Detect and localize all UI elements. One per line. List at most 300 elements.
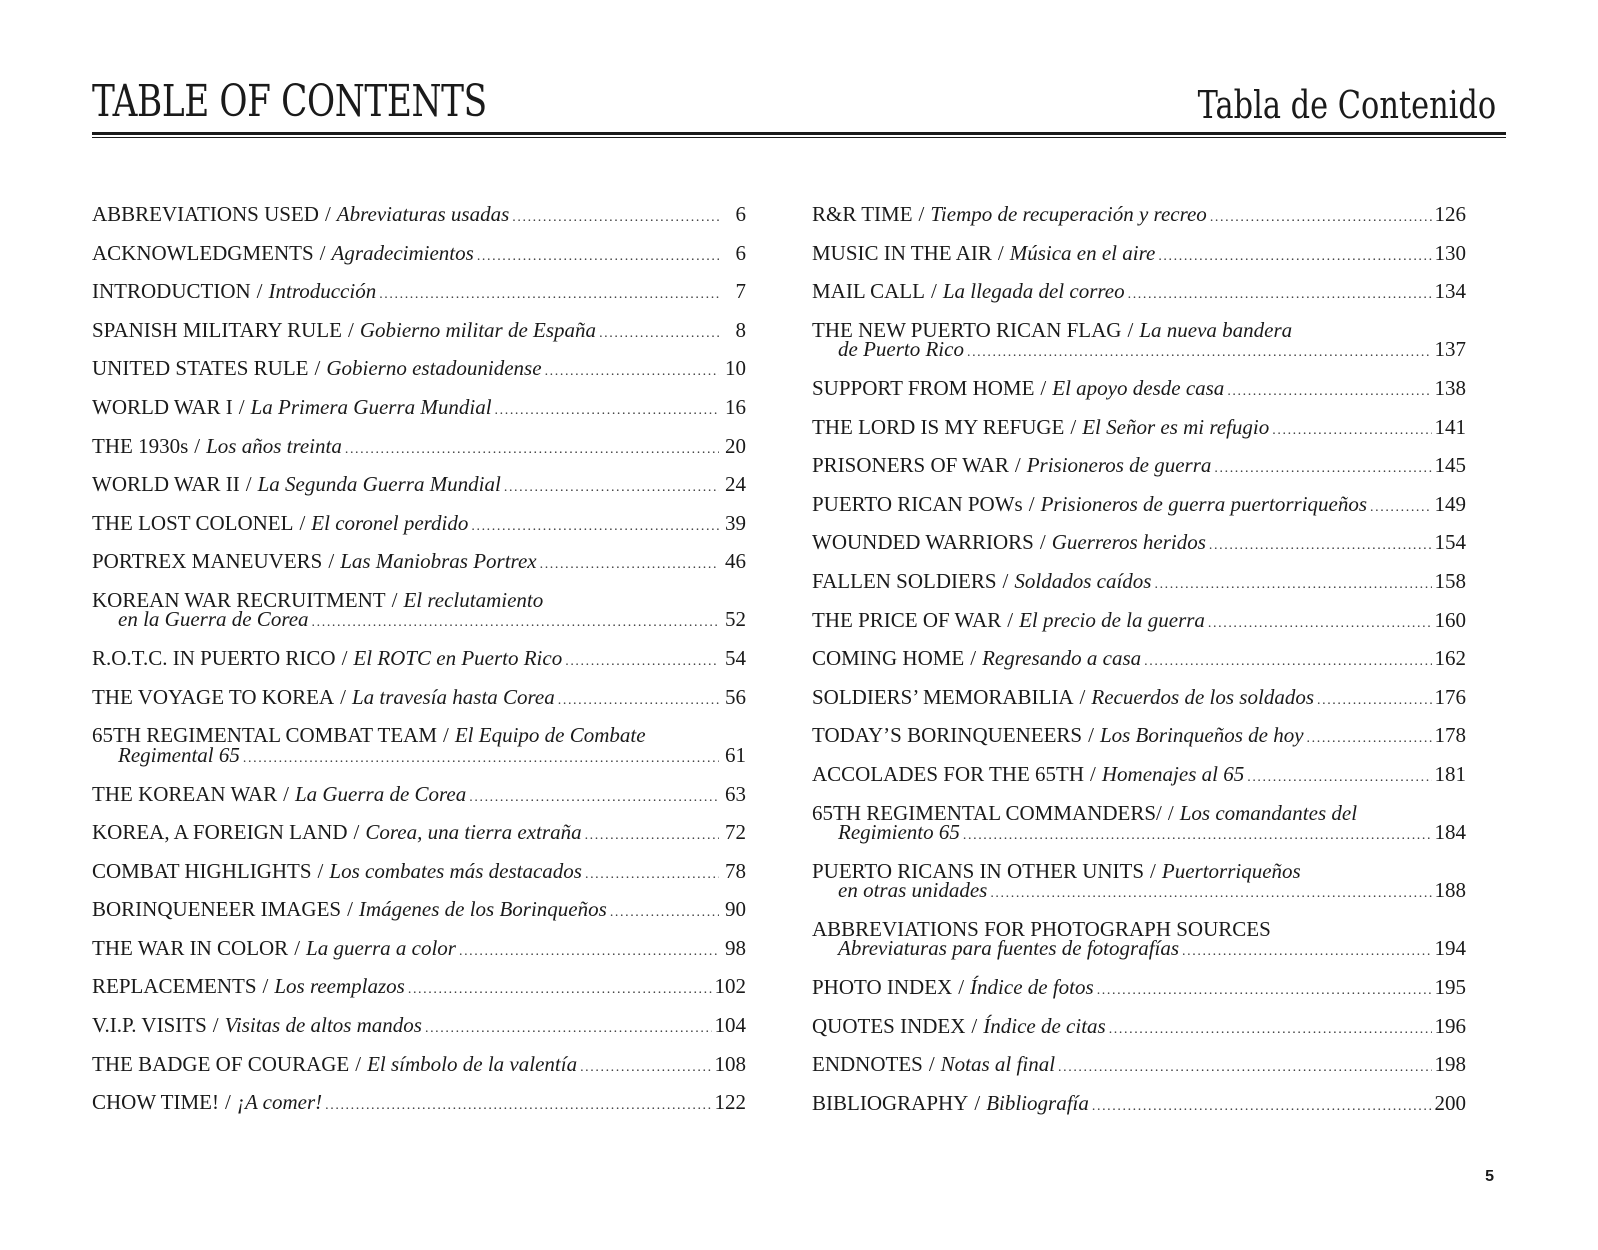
- toc-entry-separator: /: [283, 781, 289, 806]
- toc-entry-title-spanish: Índice de citas: [983, 1013, 1106, 1038]
- toc-entry-title-spanish: Notas al final: [940, 1052, 1056, 1077]
- toc-entry-page-number: 130: [1434, 240, 1466, 265]
- toc-entry-line: [92, 202, 746, 226]
- toc-entry-title-english: REPLACEMENTS: [92, 974, 257, 999]
- header-rule-thick: [92, 132, 1506, 135]
- toc-entry-title-english: 65TH REGIMENTAL COMMANDERS/: [812, 800, 1162, 825]
- toc-leader-dots: [1210, 208, 1432, 228]
- toc-entry-separator: /: [974, 1090, 981, 1115]
- toc-leader-dots: [1370, 498, 1431, 518]
- toc-leader-dots: [504, 478, 719, 498]
- toc-entry-line: [812, 723, 1466, 748]
- toc-entry-title-spanish: Las Maniobras Portrex: [340, 549, 537, 574]
- toc-entry-page-number: 54: [725, 646, 746, 671]
- toc-entry: [92, 549, 746, 591]
- toc-leader-dots: [1307, 729, 1432, 749]
- toc-leader-dots: [325, 1096, 711, 1116]
- toc-entry-page-number: 145: [1434, 453, 1466, 478]
- toc-entry: [92, 897, 746, 939]
- toc-entry-title-spanish: Corea, una tierra extraña: [365, 820, 582, 845]
- toc-entry-page-number: 61: [725, 742, 746, 767]
- toc-entry-title-spanish: Introducción: [268, 279, 377, 304]
- toc-entry-title-english: R&R TIME: [812, 202, 913, 226]
- toc-leader-dots: [243, 749, 719, 769]
- toc-leader-dots: [990, 884, 1431, 904]
- toc-entry-page-number: 63: [725, 781, 746, 806]
- toc-leader-dots: [545, 362, 719, 382]
- toc-entry-line-continued: [812, 337, 1466, 362]
- toc-entry-line: [812, 375, 1466, 400]
- toc-entry: [812, 530, 1466, 572]
- toc-entry-separator: /: [262, 974, 269, 999]
- toc-leader-dots: [1209, 536, 1432, 556]
- toc-entry-line: [92, 781, 746, 806]
- toc-entry-separator: /: [1079, 684, 1086, 709]
- toc-entry-page-number: 56: [725, 684, 746, 709]
- toc-entry-line: [812, 684, 1466, 709]
- toc-entry-line: [812, 761, 1466, 786]
- toc-entry-title-english: THE VOYAGE TO KOREA: [92, 684, 335, 709]
- toc-leader-dots: [1272, 421, 1431, 441]
- toc-entry-line: [92, 935, 746, 960]
- toc-leader-dots: [408, 980, 712, 1000]
- toc-entry-line: [92, 1013, 746, 1038]
- toc-entry-title-spanish: Los combates más destacados: [329, 858, 582, 883]
- toc-entry: [92, 240, 746, 283]
- toc-entry-page-number: 72: [725, 820, 746, 845]
- toc-entry-title-english: V.I.P. VISITS: [92, 1013, 207, 1038]
- toc-entry-title-english: WORLD WAR I: [92, 394, 233, 419]
- toc-entry: [92, 723, 746, 784]
- toc-entry-page-number: 20: [725, 433, 746, 458]
- toc-entry: [812, 607, 1466, 650]
- toc-entry-page-number: 198: [1434, 1052, 1466, 1077]
- toc-entry-line: [92, 240, 746, 265]
- toc-entry: [92, 202, 746, 244]
- toc-entry-line: [812, 568, 1466, 593]
- toc-entry-title-english: COMING HOME: [812, 646, 965, 671]
- toc-entry-line: [92, 510, 746, 535]
- toc-entry-title-spanish: Prisioneros de guerra puertorriqueños: [1040, 491, 1368, 516]
- toc-entry-separator: /: [324, 202, 331, 226]
- toc-entry-page-number: 138: [1434, 375, 1466, 400]
- toc-entry-line: [812, 453, 1466, 478]
- toc-entry-title-spanish-continued: en la Guerra de Corea: [118, 607, 309, 632]
- toc-entry-title-spanish: Visitas de altos mandos: [224, 1013, 422, 1038]
- toc-entry-title-spanish: El Equipo de Combate: [454, 723, 646, 748]
- toc-entry-title-spanish-continued: de Puerto Rico: [838, 337, 964, 362]
- toc-entry: [812, 317, 1466, 379]
- toc-entry-title-spanish-continued: Regimental 65: [118, 742, 240, 767]
- toc-entry-separator: /: [194, 433, 201, 458]
- toc-entry-page-number: 137: [1434, 337, 1466, 362]
- toc-entry-separator: /: [1127, 317, 1134, 342]
- toc-entry-page-number: 8: [735, 317, 746, 342]
- toc-leader-dots: [1317, 691, 1432, 711]
- toc-entry-separator: /: [256, 279, 263, 304]
- toc-entry-separator: /: [355, 1051, 362, 1076]
- toc-entry-separator: /: [443, 723, 449, 748]
- toc-entry-line: [812, 975, 1466, 1000]
- toc-entry: [812, 491, 1466, 534]
- toc-entry-title-english: 65TH REGIMENTAL COMBAT TEAM: [92, 723, 438, 748]
- toc-entry-line-continued: [812, 820, 1466, 844]
- toc-entry-title-english: THE LOST COLONEL: [92, 510, 294, 535]
- toc-entry-page-number: 10: [725, 356, 746, 381]
- toc-entry-title-english: MAIL CALL: [812, 279, 925, 304]
- toc-entry-line: [92, 317, 746, 342]
- toc-entry-page-number: 196: [1434, 1013, 1466, 1038]
- toc-leader-dots: [1154, 575, 1431, 595]
- toc-entry-separator: /: [1039, 530, 1046, 555]
- toc-entry-title-spanish: Los Borinqueños de hoy: [1099, 723, 1304, 748]
- toc-entry-title-english: THE NEW PUERTO RICAN FLAG: [812, 317, 1122, 342]
- toc-entry-title-spanish: Bibliografía: [986, 1090, 1089, 1115]
- page-title-spanish: Tabla de Contenido: [1197, 83, 1496, 127]
- toc-entry-title-english: BORINQUENEER IMAGES: [92, 897, 342, 922]
- toc-entry: [92, 1013, 746, 1055]
- toc-entry-separator: /: [294, 935, 301, 960]
- toc-leader-dots: [1227, 382, 1431, 402]
- toc-entry: [92, 394, 746, 437]
- toc-entry-title-spanish: El precio de la guerra: [1019, 607, 1205, 632]
- toc-entry-separator: /: [353, 820, 360, 845]
- toc-entry: [92, 858, 746, 901]
- toc-entry-line-continued: [812, 878, 1466, 903]
- toc-leader-dots: [1144, 652, 1431, 672]
- toc-entry-page-number: 188: [1434, 878, 1466, 903]
- toc-entry-page-number: 108: [714, 1051, 746, 1076]
- toc-entry-separator: /: [1150, 858, 1156, 883]
- toc-entry-line: [812, 414, 1466, 439]
- toc-entry-title-spanish: Puertorriqueños: [1161, 858, 1301, 883]
- toc-leader-dots: [1208, 614, 1432, 634]
- toc-entry: [812, 858, 1466, 920]
- toc-entry: [92, 646, 746, 688]
- toc-entry-line: [92, 820, 746, 845]
- toc-entry: [92, 356, 746, 398]
- toc-entry-separator: /: [997, 240, 1004, 265]
- toc-leader-dots: [1247, 768, 1431, 788]
- toc-entry-page-number: 46: [725, 549, 746, 574]
- toc-entry-title-spanish: Prisioneros de guerra: [1026, 453, 1212, 478]
- page-title-english: TABLE OF CONTENTS: [92, 76, 487, 127]
- toc-entry-line: [812, 1090, 1466, 1115]
- toc-entry-separator: /: [347, 897, 353, 922]
- toc-entry: [812, 684, 1466, 727]
- toc-entry-title-spanish: Índice de fotos: [970, 975, 1094, 1000]
- toc-entry: [812, 240, 1466, 283]
- toc-entry-title-english: KOREA, A FOREIGN LAND: [92, 820, 348, 845]
- toc-entry-line-continued: [92, 607, 746, 632]
- toc-entry-line: [92, 394, 746, 419]
- toc-entry: [812, 800, 1466, 862]
- toc-entry-line: [812, 491, 1466, 516]
- toc-entry-page-number: 162: [1434, 646, 1466, 671]
- toc-entry-page-number: 134: [1434, 279, 1466, 304]
- toc-entry-page-number: 149: [1434, 491, 1466, 516]
- toc-entry-line: [812, 1052, 1466, 1077]
- toc-entry-title-spanish: El reclutamiento: [403, 587, 544, 612]
- toc-entry-line: [812, 607, 1466, 632]
- toc-entry-page-number: 181: [1434, 761, 1466, 786]
- toc-entry-title-english: R.O.T.C. IN PUERTO RICO: [92, 646, 336, 671]
- toc-entry-separator: /: [971, 1013, 978, 1038]
- toc-entry: [812, 202, 1466, 244]
- toc-entry-title-english: PUERTO RICANS IN OTHER UNITS: [812, 858, 1145, 883]
- toc-entry-title-spanish: La guerra a color: [306, 935, 456, 960]
- toc-entry-title-english: PHOTO INDEX: [812, 975, 953, 1000]
- toc-leader-dots: [1092, 1097, 1432, 1117]
- toc-leader-dots: [610, 903, 719, 923]
- toc-leader-dots: [1097, 981, 1432, 1001]
- toc-column-right: [812, 202, 1466, 1132]
- toc-entry-title-spanish: Los reemplazos: [274, 974, 405, 999]
- toc-leader-dots: [599, 324, 719, 344]
- toc-entry-line: [812, 202, 1466, 226]
- toc-entry-title-english: PORTREX MANEUVERS: [92, 549, 323, 574]
- toc-entry-title-spanish: ¡A comer!: [236, 1090, 323, 1115]
- toc-entry-title-spanish: Tiempo de recuperación y recreo: [930, 202, 1207, 226]
- toc-entry: [812, 279, 1466, 321]
- toc-leader-dots: [963, 826, 1432, 846]
- toc-entry: [92, 974, 746, 1016]
- toc-entry: [92, 1051, 746, 1094]
- toc-entry-title-spanish: Homenajes al 65: [1101, 761, 1245, 786]
- toc-entry-line: [92, 858, 746, 883]
- toc-entry: [92, 510, 746, 553]
- toc-leader-dots: [1128, 285, 1432, 305]
- toc-entry-separator: /: [918, 202, 925, 226]
- toc-entry: [92, 935, 746, 978]
- toc-leader-dots: [469, 788, 719, 808]
- toc-leader-dots: [477, 247, 719, 267]
- toc-entry-separator: /: [1070, 414, 1077, 439]
- toc-entry-title-english: UNITED STATES RULE: [92, 356, 309, 381]
- toc-entry: [812, 1090, 1466, 1133]
- page-number: 5: [1485, 1168, 1494, 1185]
- toc-entry-title-spanish: Gobierno militar de España: [359, 317, 597, 342]
- toc-entry-title-english: PUERTO RICAN POWs: [812, 491, 1023, 516]
- toc-entry-page-number: 122: [714, 1090, 746, 1115]
- toc-entry-title-english: ABBREVIATIONS USED: [92, 202, 319, 226]
- toc-entry: [812, 375, 1466, 418]
- toc-entry: [92, 820, 746, 862]
- toc-entry-title-english: KOREAN WAR RECRUITMENT: [92, 587, 386, 612]
- toc-entry-title-spanish: El ROTC en Puerto Rico: [353, 646, 563, 671]
- toc-entry-title-english: ACKNOWLEDGMENTS: [92, 240, 314, 265]
- toc-entry-title-spanish: Gobierno estadounidense: [326, 356, 542, 381]
- toc-entry-title-spanish-continued: Regimiento 65: [838, 820, 960, 844]
- toc-leader-dots: [585, 865, 719, 885]
- toc-leader-dots: [565, 652, 719, 672]
- toc-entry-page-number: 184: [1434, 820, 1466, 844]
- toc-leader-dots: [495, 401, 719, 421]
- toc-leader-dots: [1058, 1058, 1431, 1078]
- toc-leader-dots: [540, 555, 719, 575]
- toc-entry: [812, 916, 1466, 978]
- toc-entry-title-english: TODAY’S BORINQUENEERS: [812, 723, 1083, 748]
- toc-entry-title-spanish: Música en el aire: [1009, 240, 1156, 265]
- toc-entry-title-spanish: El Señor es mi refugio: [1082, 414, 1270, 439]
- toc-entry-title-english: THE BADGE OF COURAGE: [92, 1051, 350, 1076]
- toc-entry: [92, 684, 746, 727]
- toc-leader-dots: [471, 517, 719, 537]
- toc-entry: [92, 472, 746, 514]
- toc-entry-title-english: THE KOREAN WAR: [92, 781, 278, 806]
- toc-entry-title-spanish: Agradecimientos: [331, 240, 474, 265]
- toc-entry-line: [92, 897, 746, 922]
- toc-entry-title-english: SUPPORT FROM HOME: [812, 375, 1035, 400]
- toc-entry-separator: /: [314, 356, 321, 381]
- toc-entry-line: [92, 974, 746, 999]
- toc-leader-dots: [558, 691, 719, 711]
- toc-entry-page-number: 126: [1434, 202, 1466, 226]
- toc-leader-dots: [585, 826, 719, 846]
- toc-leader-dots: [967, 343, 1432, 363]
- toc-column-left: [92, 202, 746, 1132]
- toc-leader-dots: [512, 208, 719, 228]
- toc-entry-title-english: PRISONERS OF WAR: [812, 453, 1009, 478]
- toc-entry-line: [92, 549, 746, 574]
- toc-entry-line: [812, 530, 1466, 555]
- toc-entry-separator: /: [1028, 491, 1035, 516]
- toc-entry-title-english: THE WAR IN COLOR: [92, 935, 289, 960]
- toc-leader-dots: [425, 1019, 712, 1039]
- toc-entry-title-spanish: Soldados caídos: [1014, 568, 1152, 593]
- toc-entry-title-spanish: La Segunda Guerra Mundial: [257, 472, 501, 497]
- toc-entry-title-spanish-continued: en otras unidades: [838, 878, 988, 903]
- toc-entry-title-spanish: La nueva bandera: [1139, 317, 1293, 342]
- toc-entry-separator: /: [341, 646, 348, 671]
- toc-entry-title-spanish: El símbolo de la valentía: [367, 1051, 578, 1076]
- toc-entry-title-spanish: Los comandantes del: [1179, 800, 1358, 825]
- toc-entry-page-number: 39: [725, 510, 746, 535]
- toc-entry-line: [92, 1051, 746, 1076]
- toc-entry-title-spanish-continued: Abreviaturas para fuentes de fotografías: [838, 936, 1180, 961]
- toc-entry-separator: /: [970, 646, 977, 671]
- toc-entry-line-continued: [92, 742, 746, 767]
- toc-entry-page-number: 24: [725, 472, 746, 497]
- toc-entry-line: [92, 684, 746, 709]
- toc-leader-dots: [345, 440, 719, 460]
- toc-entry-separator: /: [1167, 800, 1174, 825]
- toc-entry-title-english: QUOTES INDEX: [812, 1013, 966, 1038]
- toc-entry-separator: /: [391, 587, 398, 612]
- toc-leader-dots: [1214, 459, 1431, 479]
- toc-entry-separator: /: [328, 549, 335, 574]
- toc-entry-title-english: FALLEN SOLDIERS: [812, 568, 997, 593]
- toc-entry-line: [812, 646, 1466, 671]
- toc-entry: [812, 1052, 1466, 1094]
- toc-entry-title-spanish: La travesía hasta Corea: [351, 684, 555, 709]
- toc-entry-page-number: 7: [735, 279, 746, 304]
- toc-entry: [812, 646, 1466, 688]
- toc-entry-title-english: THE 1930s: [92, 433, 189, 458]
- toc-entry-separator: /: [299, 510, 306, 535]
- toc-entry-page-number: 178: [1434, 723, 1466, 748]
- toc-leader-dots: [459, 942, 719, 962]
- toc-entry-title-spanish: Imágenes de los Borinqueños: [358, 897, 607, 922]
- toc-leader-dots: [312, 613, 719, 633]
- toc-entry-line: [812, 1013, 1466, 1038]
- toc-entry-page-number: 90: [725, 897, 746, 922]
- toc-entry-separator: /: [930, 279, 937, 304]
- toc-entry-title-spanish: Los años treinta: [206, 433, 342, 458]
- toc-entry-title-spanish: Abreviaturas usadas: [336, 202, 510, 226]
- toc-entry-line: [92, 472, 746, 497]
- toc-entry-page-number: 195: [1434, 975, 1466, 1000]
- toc-entry: [812, 975, 1466, 1017]
- toc-entry-line: [92, 1090, 746, 1115]
- toc-entry-separator: /: [319, 240, 326, 265]
- toc-entry: [92, 1090, 746, 1132]
- toc-entry-line: [92, 433, 746, 458]
- toc-entry-page-number: 6: [735, 240, 746, 265]
- toc-entry-title-english: ENDNOTES: [812, 1052, 923, 1077]
- toc-entry-page-number: 6: [735, 202, 746, 226]
- toc-entry-separator: /: [347, 317, 354, 342]
- toc-entry: [92, 781, 746, 824]
- toc-entry-separator: /: [245, 472, 252, 497]
- toc-entry-line: [92, 279, 746, 304]
- toc-entry-title-english: SPANISH MILITARY RULE: [92, 317, 342, 342]
- toc-entry-page-number: 52: [725, 607, 746, 632]
- toc-entry-page-number: 176: [1434, 684, 1466, 709]
- toc-entry-separator: /: [1090, 761, 1096, 786]
- toc-entry-title-english: ABBREVIATIONS FOR PHOTOGRAPH SOURCES: [812, 916, 1271, 941]
- toc-entry-page-number: 102: [714, 974, 746, 999]
- toc-entry-title-english: INTRODUCTION: [92, 279, 251, 304]
- toc-entry-title-spanish: La Guerra de Corea: [294, 781, 467, 806]
- toc-entry-line: [92, 356, 746, 381]
- toc-entry-title-english: CHOW TIME!: [92, 1090, 219, 1115]
- toc-entry-separator: /: [928, 1052, 935, 1077]
- toc-entry-separator: /: [224, 1090, 231, 1115]
- toc-entry-page-number: 160: [1434, 607, 1466, 632]
- toc-entry-page-number: 194: [1434, 936, 1466, 961]
- toc-entry-separator: /: [958, 975, 965, 1000]
- toc-entry-title-spanish: El coronel perdido: [311, 510, 469, 535]
- toc-entry: [92, 279, 746, 321]
- toc-entry: [92, 587, 746, 649]
- toc-entry-page-number: 154: [1434, 530, 1466, 555]
- toc-entry-page-number: 104: [714, 1013, 746, 1038]
- toc-entry: [812, 568, 1466, 611]
- toc-entry-page-number: 98: [725, 935, 746, 960]
- toc-entry-page-number: 16: [725, 394, 746, 419]
- header-rule-thin: [92, 137, 1506, 138]
- toc-entry: [92, 433, 746, 476]
- toc-entry-title-english: COMBAT HIGHLIGHTS: [92, 858, 312, 883]
- toc-leader-dots: [379, 285, 719, 305]
- toc-entry-separator: /: [1040, 375, 1047, 400]
- toc-entry-title-english: THE PRICE OF WAR: [812, 607, 1002, 632]
- toc-entry-separator: /: [1014, 453, 1021, 478]
- toc-entry-line: [92, 646, 746, 671]
- toc-entry-page-number: 141: [1434, 414, 1466, 439]
- toc-entry-title-english: THE LORD IS MY REFUGE: [812, 414, 1065, 439]
- toc-leader-dots: [1158, 247, 1431, 267]
- toc-entry-title-english: ACCOLADES FOR THE 65TH: [812, 761, 1085, 786]
- toc-entry: [812, 414, 1466, 457]
- toc-entry-title-spanish: Guerreros heridos: [1051, 530, 1206, 555]
- toc-leader-dots: [1182, 942, 1431, 962]
- toc-entry-title-english: SOLDIERS’ MEMORABILIA: [812, 684, 1074, 709]
- toc-entry: [812, 723, 1466, 765]
- toc-entry-title-english: BIBLIOGRAPHY: [812, 1090, 969, 1115]
- toc-leader-dots: [580, 1058, 711, 1078]
